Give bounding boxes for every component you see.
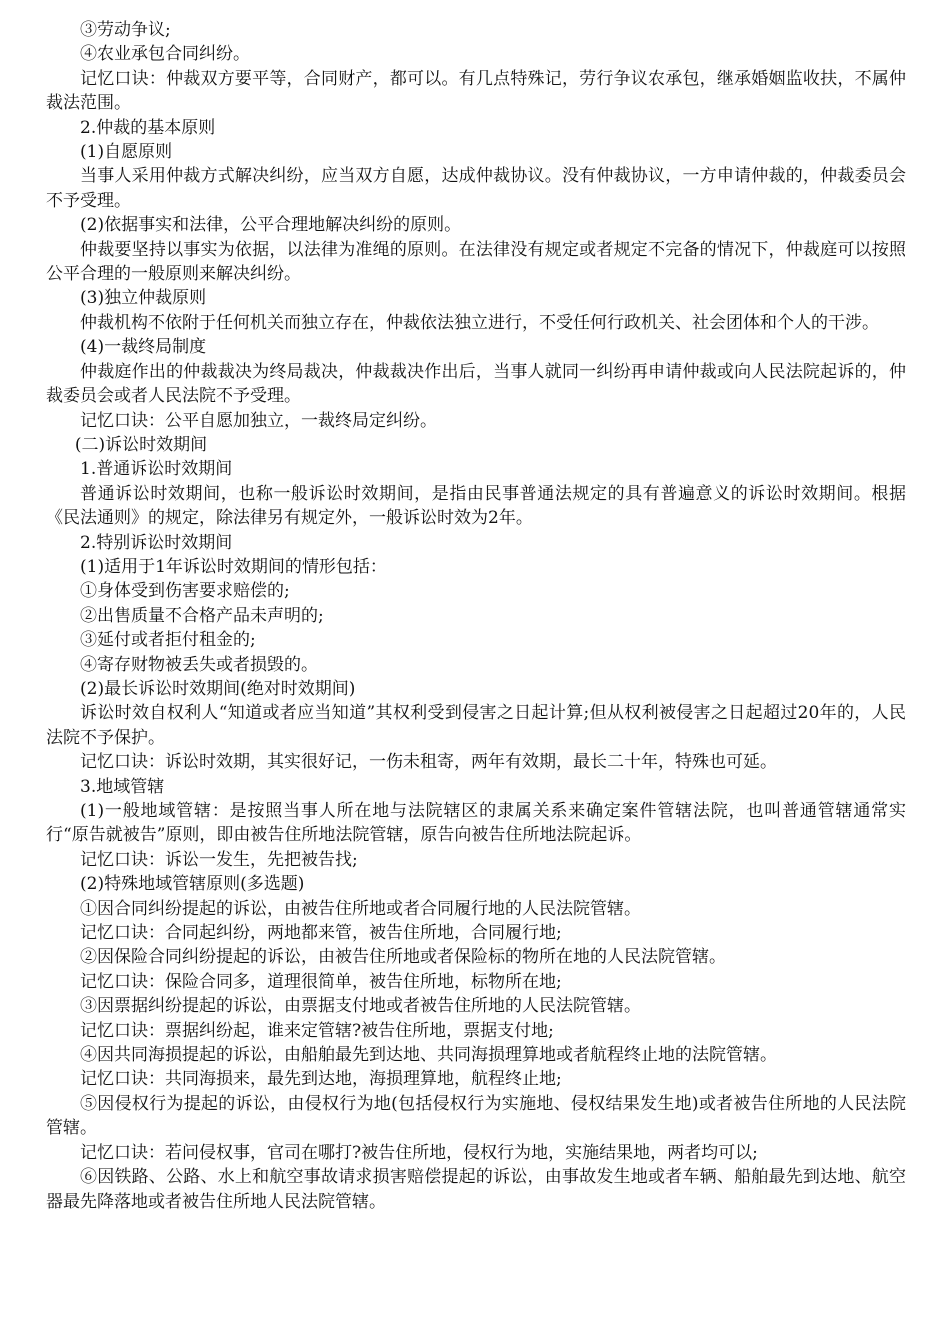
subsection-heading: (4)一裁终局制度 xyxy=(80,337,207,358)
section-heading: 2.仲裁的基本原则 xyxy=(80,117,216,138)
list-item: ④农业承包合同纠纷。 xyxy=(80,44,250,65)
document-body xyxy=(46,18,906,1214)
subsection-heading: (2)特殊地域管辖原则(多选题) xyxy=(80,874,305,895)
list-item: ④寄存财物被丢失或者损毁的。 xyxy=(80,654,318,675)
list-item: ③延付或者拒付租金的; xyxy=(80,630,256,651)
subsection-heading: (2)最长诉讼时效期间(绝对时效期间) xyxy=(80,678,356,699)
paragraph: 仲裁要坚持以事实为依据，以法律为准绳的原则。在法律没有规定或者规定不完备的情况下，仲裁庭可以按照公平合理的一般原则来解决纠纷。 xyxy=(46,239,906,285)
mnemonic-text: 记忆口诀：票据纠纷起，谁来定管辖?被告住所地，票据支付地; xyxy=(80,1020,554,1041)
list-item: ②出售质量不合格产品未声明的; xyxy=(80,605,324,626)
paragraph: 仲裁庭作出的仲裁裁决为终局裁决，仲裁裁决作出后，当事人就同一纠纷再申请仲裁或向人民法院起诉的，仲裁委员会或者人民法院不予受理。 xyxy=(46,361,906,407)
section-heading: 2.特别诉讼时效期间 xyxy=(80,532,233,553)
mnemonic-text: 记忆口诀：保险合同多，道理很简单，被告住所地，标物所在地; xyxy=(80,971,562,992)
chapter-heading: (二)诉讼时效期间 xyxy=(74,434,208,455)
mnemonic-text: 记忆口诀：仲裁双方要平等，合同财产，都可以。有几点特殊记，劳行争议农承包，继承婚姻监收扶，不属仲裁法范围。 xyxy=(46,68,906,114)
paragraph: 当事人采用仲裁方式解决纠纷，应当双方自愿，达成仲裁协议。没有仲裁协议，一方申请仲裁的，仲裁委员会不予受理。 xyxy=(46,166,906,211)
subsection-heading: (2)依据事实和法律，公平合理地解决纠纷的原则。 xyxy=(80,215,462,236)
list-item: ④因共同海损提起的诉讼，由船舶最先到达地、共同海损理算地或者航程终止地的法院管辖。 xyxy=(80,1045,777,1066)
subsection-heading: (1)适用于1年诉讼时效期间的情形包括： xyxy=(80,556,387,577)
mnemonic-text: 记忆口诀：若问侵权事，官司在哪打?被告住所地，侵权行为地，实施结果地，两者均可以; xyxy=(80,1142,758,1163)
paragraph: 仲裁机构不依附于任何机关而独立存在，仲裁依法独立进行，不受任何行政机关、社会团体和个人的干涉。 xyxy=(80,312,879,333)
list-item: ①因合同纠纷提起的诉讼，由被告住所地或者合同履行地的人民法院管辖。 xyxy=(80,898,641,919)
mnemonic-text: 记忆口诀：合同起纠纷，两地都来管，被告住所地，合同履行地; xyxy=(80,923,562,944)
list-item: ①身体受到伤害要求赔偿的; xyxy=(80,581,290,602)
list-item: ⑥因铁路、公路、水上和航空事故请求损害赔偿提起的诉讼，由事故发生地或者车辆、船舶最先到达地、航空器最先降落地或者被告住所地人民法院管辖。 xyxy=(46,1167,906,1212)
paragraph: 诉讼时效自权利人“知道或者应当知道”其权利受到侵害之日起计算;但从权利被侵害之日起超过20年的，人民法院不予保护。 xyxy=(46,703,906,748)
mnemonic-text: 记忆口诀：公平自愿加独立，一裁终局定纠纷。 xyxy=(80,410,437,431)
list-item: ②因保险合同纠纷提起的诉讼，由被告住所地或者保险标的物所在地的人民法院管辖。 xyxy=(80,947,726,968)
paragraph: (1)一般地域管辖：是按照当事人所在地与法院辖区的隶属关系来确定案件管辖法院，也叫普通管辖通常实行“原告就被告”原则，即由被告住所地法院管辖，原告向被告住所地法院起诉。 xyxy=(46,801,906,846)
mnemonic-text: 记忆口诀：诉讼一发生，先把被告找; xyxy=(80,849,358,870)
list-item: ③因票据纠纷提起的诉讼，由票据支付地或者被告住所地的人民法院管辖。 xyxy=(80,996,641,1017)
section-heading: 3.地域管辖 xyxy=(80,776,165,797)
mnemonic-text: 记忆口诀：共同海损来，最先到达地，海损理算地，航程终止地; xyxy=(80,1069,562,1090)
section-heading: 1.普通诉讼时效期间 xyxy=(80,459,233,480)
list-item: ⑤因侵权行为提起的诉讼，由侵权行为地(包括侵权行为实施地、侵权结果发生地)或者被告住所地的人民法院管辖。 xyxy=(46,1093,906,1139)
paragraph: 普通诉讼时效期间，也称一般诉讼时效期间，是指由民事普通法规定的具有普遍意义的诉讼时效期间。根据《民法通则》的规定，除法律另有规定外，一般诉讼时效为2年。 xyxy=(46,483,906,529)
mnemonic-text: 记忆口诀：诉讼时效期，其实很好记，一伤未租寄，两年有效期，最长二十年，特殊也可延。 xyxy=(80,752,777,773)
subsection-heading: (1)自愿原则 xyxy=(80,142,173,163)
subsection-heading: (3)独立仲裁原则 xyxy=(80,288,207,309)
list-item: ③劳动争议; xyxy=(80,20,171,40)
